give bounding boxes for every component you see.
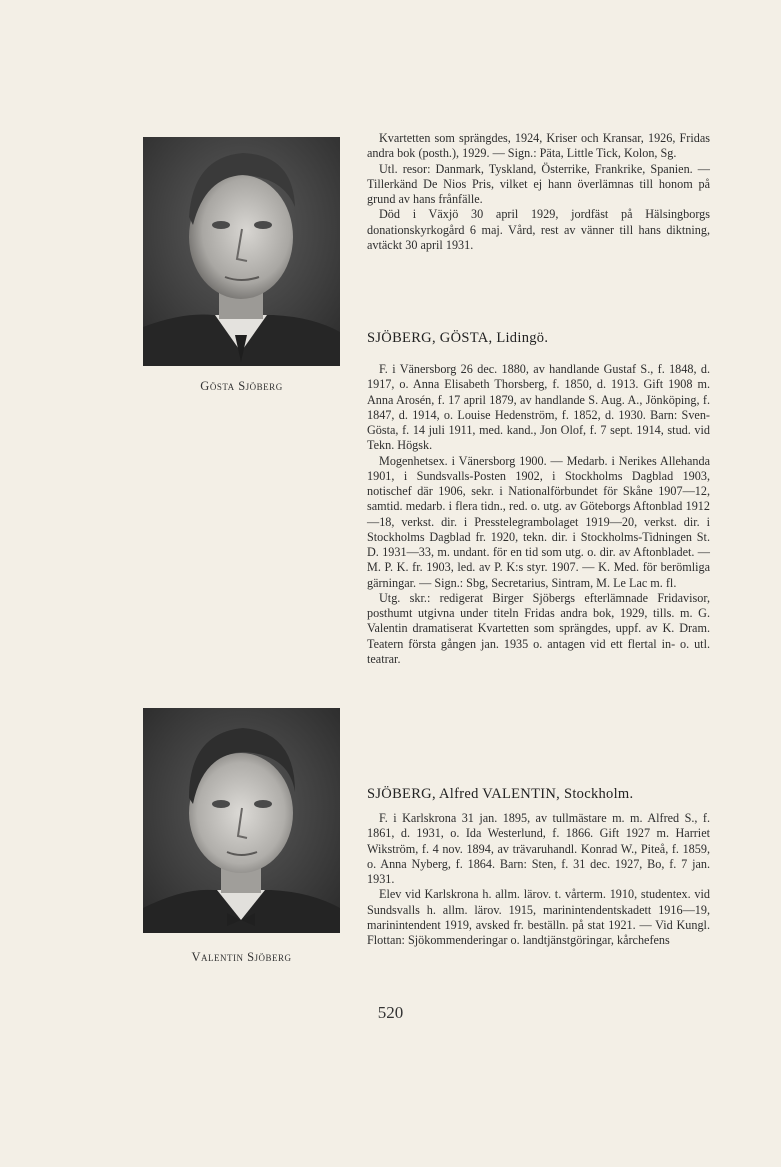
paragraph: Mogenhetsex. i Vänersborg 1900. — Medarb. i Nerikes Allehanda 1901, i Sundsvalls-Posten 1902, i Stockholms Dagblad 1903, notischef där 1906, sekr. i Nationalförbundet för Skåne 1907—12, samtid. medarb. i flera tidn., red. o. utg. av Göteborgs Aftonblad 1912—18, verkst. dir. i Presstelegrambolaget 1919—20, verkst. dir. i Stockholms Dagblad fr. 1920, tekn. dir. i Stockholms-Tidningen St. D. 1931—33, m. undant. för en tid som utg. o. dir. av Aftonbladet. — M. P. K. fr. 1903, led. av P. K:s styr. 1907. — K. Med. för berömliga gärningar. — Sign.: Sbg, Secretarius, Sintram, M. Le Lac m. fl. xyxy=(367,453,710,590)
entry-heading: SJÖBERG, GÖSTA, Lidingö. xyxy=(367,330,549,346)
page-number: 520 xyxy=(377,1003,404,1022)
paragraph: Död i Växjö 30 april 1929, jordfäst på Hälsingborgs donationskyrkogård 6 maj. Vård, rest av vänner till hans diktning, avtäckt 30 april 1931. xyxy=(367,207,710,252)
entry-body xyxy=(367,811,710,948)
portrait-gosta-sjoberg xyxy=(143,137,340,366)
portrait-caption: Gösta Sjöberg xyxy=(200,379,283,393)
portrait-valentin-sjoberg xyxy=(143,708,340,933)
paragraph: Utg. skr.: redigerat Birger Sjöbergs efterlämnade Fridavisor, posthumt utgivna under titeln Fridas andra bok, 1929, tills. m. G. Valentin dramatiserat Kvartetten som sprängdes, uppf. av K. Dram. Teatern första gången jan. 1935 o. antagen vid ett flertal in- o. utl. teatrar. xyxy=(367,590,710,666)
entry-heading: SJÖBERG, Alfred VALENTIN, Stockholm. xyxy=(367,786,634,802)
previous-entry-continuation xyxy=(367,131,710,253)
entry-body xyxy=(367,362,710,667)
paragraph: Kvartetten som sprängdes, 1924, Kriser och Kransar, 1926, Fridas andra bok (posth.), 1929. — Sign.: Päta, Little Tick, Kolon, Sg. xyxy=(367,131,710,161)
paragraph: Elev vid Karlskrona h. allm. lärov. t. vårterm. 1910, studentex. vid Sundsvalls h. allm. lärov. 1915, marinintendentskadett 1916—19, marinintendent 1919, avsked fr. beställn. på stat 1921. — Vid Kungl. Flottan: Sjökommenderingar o. landtjänstgöringar, kårchefens xyxy=(367,887,710,947)
paragraph: F. i Karlskrona 31 jan. 1895, av tullmästare m. m. Alfred S., f. 1861, d. 1931, o. Ida Westerlund, f. 1866. Gift 1927 m. Harriet Wikström, f. 4 nov. 1894, av trävaruhandl. Konrad W., Piteå, f. 1859, o. Anna Nyberg, f. 1864. Barn: Sten, f. 31 dec. 1927, Bo, f. 7 jan. 1931. xyxy=(367,811,710,886)
paragraph: Utl. resor: Danmark, Tyskland, Österrike, Frankrike, Spanien. — Tillerkänd De Nios Pris, vilket ej hann överlämnas till honom på grund av hans frånfälle. xyxy=(367,161,710,206)
portrait-caption: Valentin Sjöberg xyxy=(191,950,292,964)
paragraph: F. i Vänersborg 26 dec. 1880, av handlande Gustaf S., f. 1848, d. 1917, o. Anna Elisabeth Thorsberg, f. 1850, d. 1913. Gift 1908 m. Anna Arosén, f. 17 april 1879, av handlande S. Aug. A., Jönköping, f. 1847, d. 1914, o. Louise Hedenström, f. 1852, d. 1930. Barn: Sven-Gösta, f. 14 juli 1911, med. kand., Jon Olof, f. 7 sept. 1914, stud. vid Tekn. Högsk. xyxy=(367,362,710,453)
